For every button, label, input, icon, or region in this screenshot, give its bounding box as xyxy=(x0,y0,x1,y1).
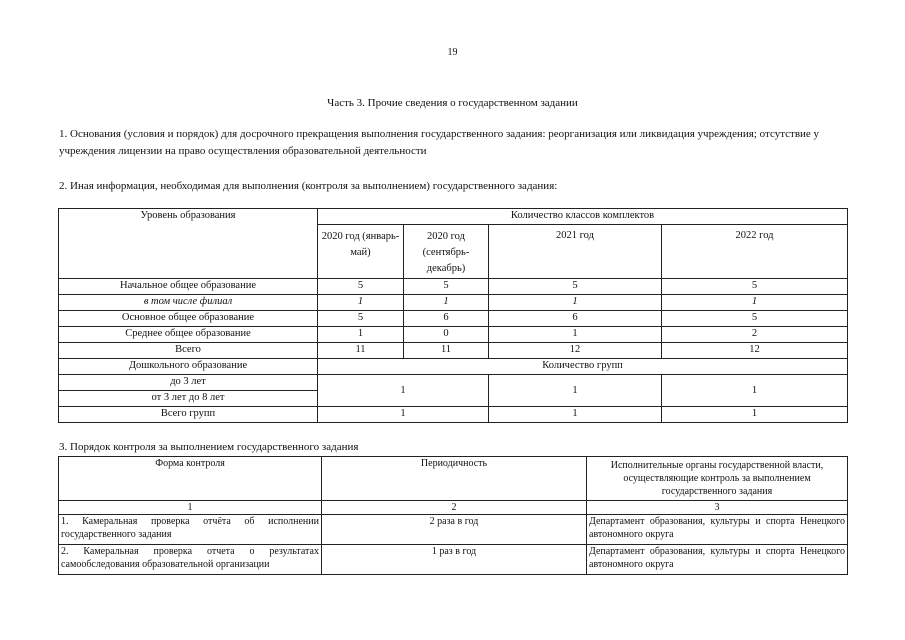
page-number: 19 xyxy=(447,47,458,58)
preschool-label: Дошкольного образование xyxy=(59,359,318,375)
cell: 2 xyxy=(662,327,848,343)
cell: 1 xyxy=(489,375,662,407)
control-period: 1 раз в год xyxy=(322,545,587,575)
groups-header: Количество групп xyxy=(318,359,848,375)
control-form: 2. Камеральная проверка отчета о результатах самообследования образовательной организации xyxy=(59,545,322,575)
age-under-3-label: до 3 лет xyxy=(59,375,318,391)
cell: 1 xyxy=(662,295,848,311)
table-row xyxy=(59,327,848,343)
table-row xyxy=(59,343,848,359)
table-row xyxy=(59,545,848,575)
cell: 1 xyxy=(489,327,662,343)
table-row xyxy=(59,515,848,545)
year-2021: 2021 год xyxy=(489,225,662,279)
table-row xyxy=(59,295,848,311)
control-period: 2 раза в год xyxy=(322,515,587,545)
cell: 1 xyxy=(318,407,489,423)
row-label: Основное общее образование xyxy=(59,311,318,327)
control-form: 1. Камеральная проверка отчёта об исполнении государственного задания xyxy=(59,515,322,545)
cell: 5 xyxy=(662,311,848,327)
row-label: Среднее общее образование xyxy=(59,327,318,343)
table-row xyxy=(59,359,848,375)
table-row xyxy=(59,375,848,391)
control-authority: Департамент образования, культуры и спорта Ненецкого автономного округа xyxy=(587,545,848,575)
header-authority: Исполнительные органы государственной власти, осуществляющие контроль за выполнением государственного задания xyxy=(587,457,848,501)
total-groups-label: Всего групп xyxy=(59,407,318,423)
cell: 1 xyxy=(404,295,489,311)
class-count-table xyxy=(58,208,848,423)
table-row xyxy=(59,279,848,295)
header-education-level: Уровень образования xyxy=(59,209,318,279)
cell: 5 xyxy=(662,279,848,295)
cell: 1 xyxy=(662,407,848,423)
age-3-to-8-label: от 3 лет до 8 лет xyxy=(59,391,318,407)
cell: 1 xyxy=(318,327,404,343)
cell: 1 xyxy=(318,295,404,311)
cell: 1 xyxy=(489,295,662,311)
cell: 5 xyxy=(318,279,404,295)
section-2-title: 2. Иная информация, необходимая для выполнения (контроля за выполнением) государственного задания: xyxy=(59,180,558,192)
cell: 11 xyxy=(318,343,404,359)
header-period: Периодичность xyxy=(322,457,587,501)
cell: 1 xyxy=(662,375,848,407)
cell: 1 xyxy=(489,407,662,423)
cell: 0 xyxy=(404,327,489,343)
row-label: в том числе филиал xyxy=(59,295,318,311)
table-row xyxy=(59,311,848,327)
col-number: 3 xyxy=(587,501,848,515)
year-2020-jan-may: 2020 год (январь-май) xyxy=(318,225,404,279)
table-row xyxy=(59,407,848,423)
cell: 5 xyxy=(318,311,404,327)
col-number: 2 xyxy=(322,501,587,515)
header-form: Форма контроля xyxy=(59,457,322,501)
cell: 11 xyxy=(404,343,489,359)
section-1-text: 1. Основания (условия и порядок) для досрочного прекращения выполнения государственного задания: реорганизация или ликвидация учреждения; отсутствие у учреждения лицензии на право осуществления образовательной деятельности xyxy=(59,128,820,157)
row-label: Всего xyxy=(59,343,318,359)
part-title: Часть 3. Прочие сведения о государственном задании xyxy=(327,97,578,109)
control-authority: Департамент образования, культуры и спорта Ненецкого автономного округа xyxy=(587,515,848,545)
cell: 6 xyxy=(404,311,489,327)
cell: 6 xyxy=(489,311,662,327)
control-table xyxy=(58,456,848,575)
year-2020-sep-dec: 2020 год (сентябрь-декабрь) xyxy=(404,225,489,279)
section-3-title: 3. Порядок контроля за выполнением государственного задания xyxy=(59,441,359,453)
cell: 1 xyxy=(318,375,489,407)
cell: 5 xyxy=(404,279,489,295)
row-label: Начальное общее образование xyxy=(59,279,318,295)
cell: 12 xyxy=(662,343,848,359)
year-2022: 2022 год xyxy=(662,225,848,279)
cell: 5 xyxy=(489,279,662,295)
header-class-count: Количество классов комплектов xyxy=(318,209,848,225)
col-number: 1 xyxy=(59,501,322,515)
cell: 12 xyxy=(489,343,662,359)
